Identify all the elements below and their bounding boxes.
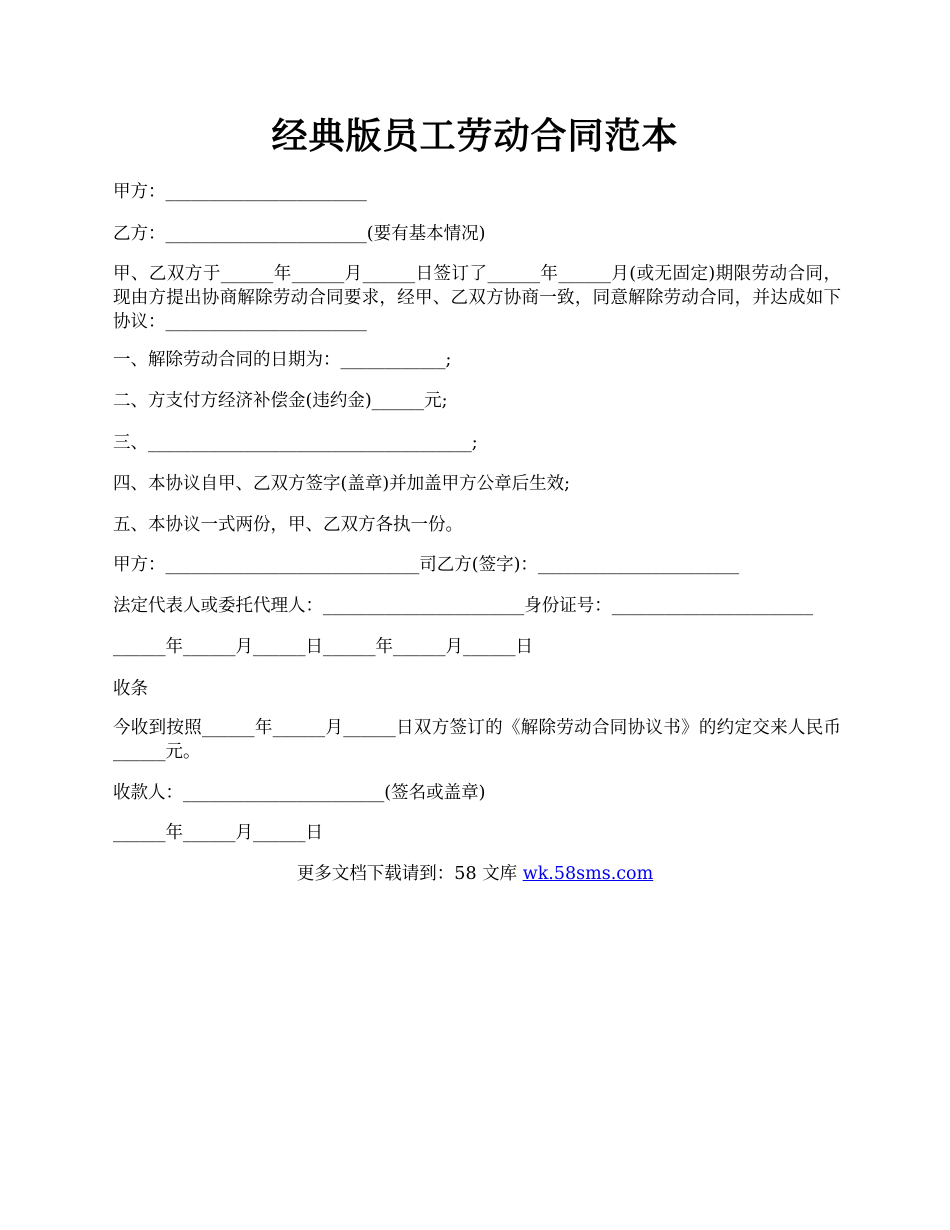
clause-4: 四、本协议自甲、乙双方签字(盖章)并加盖甲方公章后生效; bbox=[113, 474, 571, 494]
party-b-line: 乙方：_______________________(要有基本情况) bbox=[113, 224, 486, 244]
signature-line: 甲方：_____________________________司乙方(签字)：_______________________ bbox=[113, 555, 740, 575]
receipt-paragraph: 今收到按照______年______月______日双方签订的《解除劳动合同协议书》的约定交来人民币______元。 bbox=[113, 718, 841, 762]
footer-link[interactable]: wk.58sms.com bbox=[522, 864, 654, 884]
clause-2: 二、方支付方经济补偿金(违约金)______元; bbox=[113, 391, 448, 411]
payee-line: 收款人：_______________________(签名或盖章) bbox=[113, 783, 486, 803]
party-a-line: 甲方：_______________________ bbox=[113, 182, 367, 202]
document-title: 经典版员工劳动合同范本 bbox=[271, 115, 679, 157]
receipt-date-line: ______年______月______日 bbox=[113, 823, 323, 843]
signing-date-line: ______年______月______日______年______月______日 bbox=[113, 637, 533, 657]
footer bbox=[0, 862, 950, 886]
clause-3: 三、_____________________________________; bbox=[113, 433, 478, 453]
intro-paragraph: 甲、乙双方于______年______月______日签订了______年______月(或无固定)期限劳动合同，现由方提出协商解除劳动合同要求，经甲、乙双方协商一致，同意解除劳动合同，并达成如下协议：_______________________ bbox=[113, 264, 841, 332]
clause-5: 五、本协议一式两份，甲、乙双方各执一份。 bbox=[113, 515, 463, 535]
clause-1: 一、解除劳动合同的日期为：____________; bbox=[113, 350, 452, 370]
footer-text: 更多文档下载请到：58 文库 bbox=[296, 864, 523, 884]
receipt-title: 收条 bbox=[113, 679, 148, 699]
representative-line: 法定代表人或委托代理人：_______________________身份证号：_______________________ bbox=[113, 596, 813, 616]
